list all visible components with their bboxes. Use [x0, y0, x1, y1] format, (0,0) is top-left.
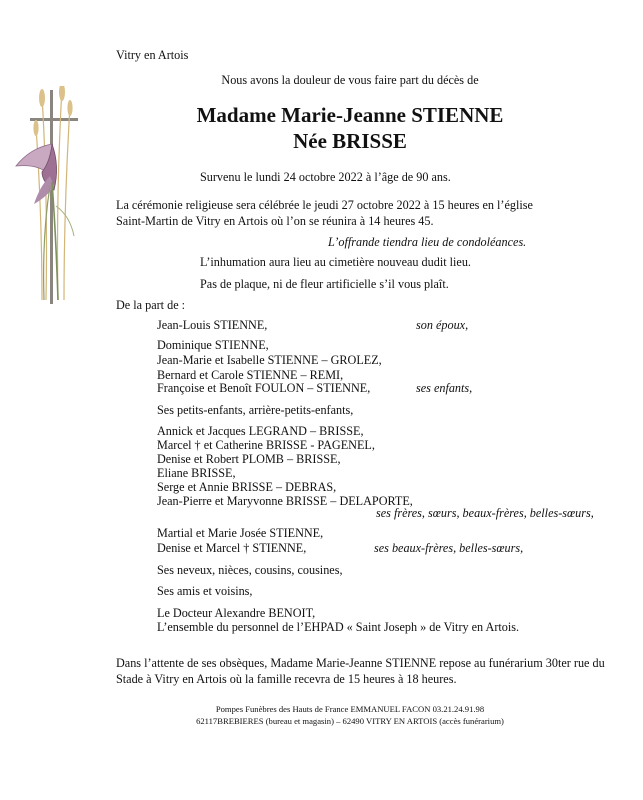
family-line: Bernard et Carole STIENNE – REMI,	[157, 368, 344, 382]
family-line: Marcel † et Catherine BRISSE - PAGENEL,	[157, 438, 375, 452]
date-of-death: Survenu le lundi 24 octobre 2022 à l’âge de 90 ans.	[200, 170, 451, 184]
role-siblings: ses frères, sœurs, beaux-frères, belles-sœurs,	[376, 506, 594, 520]
family-line: Françoise et Benoît FOULON – STIENNE,	[157, 381, 371, 395]
family-line: Ses petits-enfants, arrière-petits-enfants,	[157, 403, 354, 417]
intro: Nous avons la douleur de vous faire part du décès de	[221, 73, 479, 87]
family-line: Eliane BRISSE,	[157, 466, 236, 480]
role-husband: son époux,	[416, 318, 469, 332]
location: Vitry en Artois	[116, 48, 189, 62]
no-flowers-note: Pas de plaque, ni de fleur artificielle s’il vous plaît.	[200, 277, 449, 291]
footer-line-1: Pompes Funèbres des Hauts de France EMMANUEL FACON 03.21.24.91.98	[215, 704, 485, 714]
offering-note: L’offrande tiendra lieu de condoléances.	[328, 235, 527, 249]
family-line: Jean-Pierre et Maryvonne BRISSE – DELAPORTE,	[157, 494, 413, 508]
funerarium-line-1: Dans l’attente de ses obsèques, Madame Marie-Jeanne STIENNE repose au funérarium 30ter rue du	[116, 656, 605, 670]
family-line: Annick et Jacques LEGRAND – BRISSE,	[157, 424, 364, 438]
family-line: L’ensemble du personnel de l’EHPAD « Saint Joseph » de Vitry en Artois.	[157, 620, 520, 634]
family-line: Ses neveux, nièces, cousins, cousines,	[157, 563, 343, 577]
funerarium-line-2: Stade à Vitry en Artois où la famille recevra de 15 heures à 18 heures.	[116, 672, 457, 686]
family-line: Ses amis et voisins,	[157, 584, 253, 598]
footer-line-2: 62117BREBIERES (bureau et magasin) – 62490 VITRY EN ARTOIS (accès funérarium)	[196, 716, 504, 726]
family-line: Le Docteur Alexandre BENOIT,	[157, 606, 316, 620]
ceremony-line-2: Saint-Martin de Vitry en Artois où l’on se réunira à 14 heures 45.	[116, 214, 434, 228]
cross-lily-illustration	[12, 86, 98, 304]
family-line: Denise et Robert PLOMB – BRISSE,	[157, 452, 341, 466]
ceremony-line-1: La cérémonie religieuse sera célébrée le jeudi 27 octobre 2022 à 15 heures en l’église	[116, 198, 533, 212]
role-in-laws: ses beaux-frères, belles-sœurs,	[374, 541, 524, 555]
family-line: Martial et Marie Josée STIENNE,	[157, 526, 324, 540]
burial-note: L’inhumation aura lieu au cimetière nouveau dudit lieu.	[200, 255, 471, 269]
family-line: Dominique STIENNE,	[157, 338, 269, 352]
maiden-name: Née BRISSE	[293, 129, 407, 153]
family-line: Denise et Marcel † STIENNE,	[157, 541, 307, 555]
role-children: ses enfants,	[416, 381, 473, 395]
family-line: Jean-Marie et Isabelle STIENNE – GROLEZ,	[157, 353, 382, 367]
from-heading: De la part de :	[116, 298, 186, 312]
family-line: Jean-Louis STIENNE,	[157, 318, 268, 332]
family-line: Serge et Annie BRISSE – DEBRAS,	[157, 480, 337, 494]
deceased-name: Madame Marie-Jeanne STIENNE	[196, 103, 504, 127]
